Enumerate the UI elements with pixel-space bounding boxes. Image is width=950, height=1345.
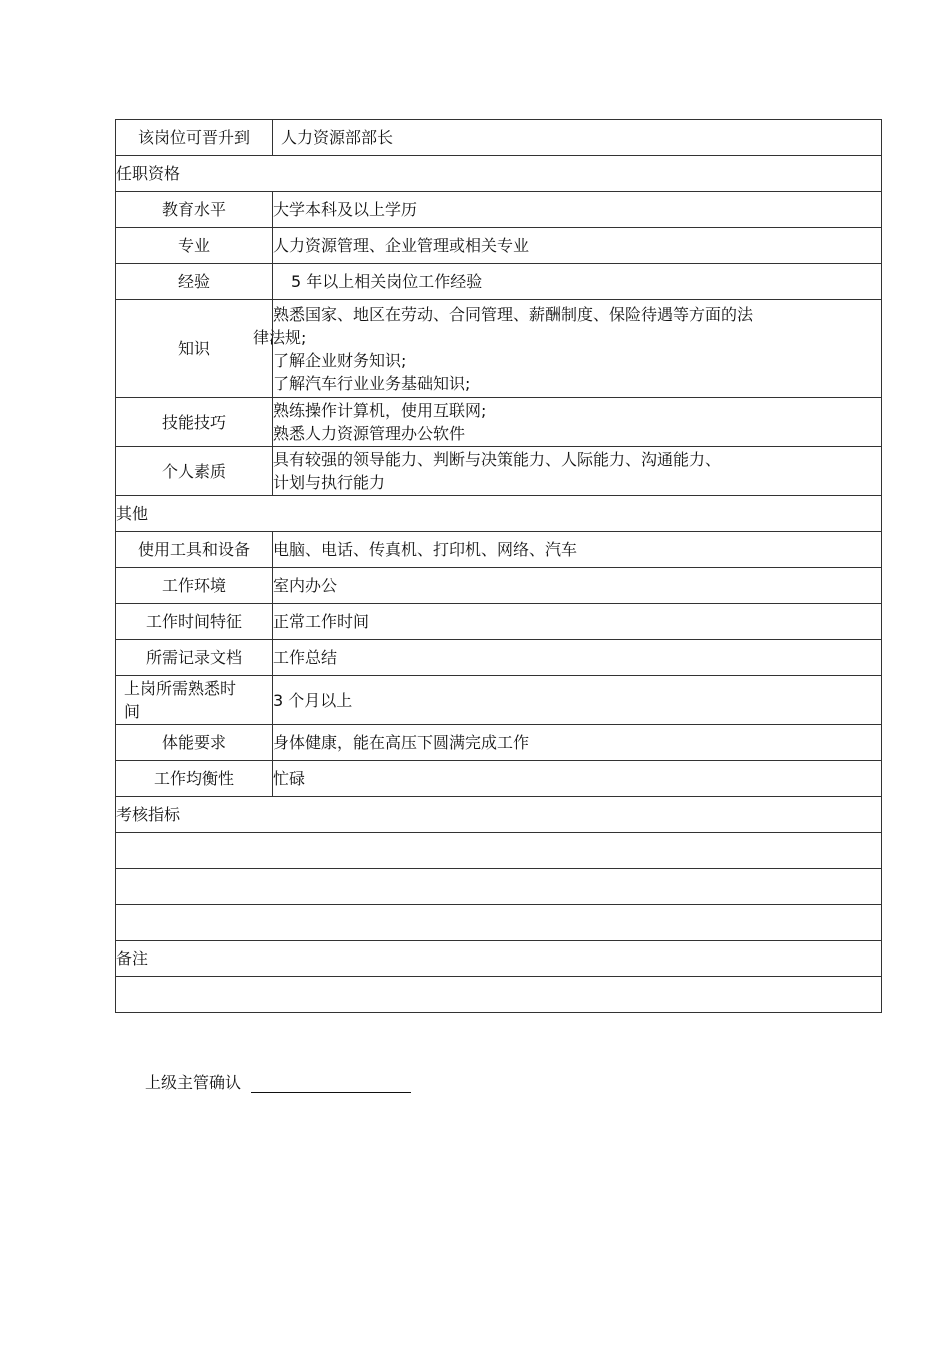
knowledge-label: 知识	[116, 300, 273, 398]
other-section-row	[116, 496, 882, 532]
notes-section-row	[116, 941, 882, 977]
education-value: 大学本科及以上学历	[273, 192, 882, 228]
skills-label: 技能技巧	[116, 398, 273, 447]
skills-row	[116, 398, 882, 447]
work-time-row	[116, 604, 882, 640]
familiarization-time-value: 3 个月以上	[273, 676, 882, 725]
notes-blank-cell[interactable]	[116, 977, 882, 1013]
tools-row	[116, 532, 882, 568]
kpi-blank-row	[116, 833, 882, 869]
kpi-blank-row	[116, 905, 882, 941]
kpi-blank-cell[interactable]	[116, 833, 882, 869]
kpi-section-title: 考核指标	[116, 797, 882, 833]
notes-blank-row	[116, 977, 882, 1013]
physical-value: 身体健康，能在高压下圆满完成工作	[273, 725, 882, 761]
familiarization-time-label	[116, 676, 273, 725]
notes-section-title: 备注	[116, 941, 882, 977]
supervisor-confirmation-label: 上级主管确认	[145, 1073, 242, 1092]
education-row	[116, 192, 882, 228]
skills-value	[273, 398, 882, 447]
familiarization-time-label-line: 上岗所需熟悉时	[124, 679, 237, 698]
knowledge-line: 了解企业财务知识;	[273, 350, 407, 370]
kpi-section-row	[116, 797, 882, 833]
knowledge-line: 熟悉国家、地区在劳动、合同管理、薪酬制度、保险待遇等方面的法	[273, 304, 754, 324]
skills-line: 熟练操作计算机，使用互联网;	[273, 401, 487, 420]
knowledge-row	[116, 300, 882, 398]
education-label: 教育水平	[116, 192, 273, 228]
kpi-blank-cell[interactable]	[116, 869, 882, 905]
other-section-title: 其他	[116, 496, 882, 532]
personal-qualities-label: 个人素质	[116, 447, 273, 496]
job-description-table	[115, 119, 882, 1013]
environment-row	[116, 568, 882, 604]
qualifications-section-title: 任职资格	[116, 156, 882, 192]
documents-value: 工作总结	[273, 640, 882, 676]
environment-value: 室内办公	[273, 568, 882, 604]
familiarization-time-label-line: 间	[124, 702, 141, 721]
personal-qualities-value	[273, 447, 882, 496]
work-time-label: 工作时间特征	[116, 604, 273, 640]
personal-qualities-line: 具有较强的领导能力、判断与决策能力、人际能力、沟通能力、	[273, 450, 722, 469]
major-label: 专业	[116, 228, 273, 264]
workload-balance-row	[116, 761, 882, 797]
skills-line: 熟悉人力资源管理办公软件	[273, 424, 466, 443]
qualifications-section-row	[116, 156, 882, 192]
experience-row	[116, 264, 882, 300]
documents-label: 所需记录文档	[116, 640, 273, 676]
tools-value: 电脑、电话、传真机、打印机、网络、汽车	[273, 532, 882, 568]
personal-qualities-line: 计划与执行能力	[273, 473, 386, 492]
knowledge-line: 律法规;	[253, 327, 307, 347]
familiarization-time-row	[116, 676, 882, 725]
experience-value: 5 年以上相关岗位工作经验	[273, 264, 882, 300]
promotion-value: 人力资源部部长	[273, 120, 882, 156]
kpi-blank-row	[116, 869, 882, 905]
promotion-label: 该岗位可晋升到	[116, 120, 273, 156]
supervisor-confirmation	[145, 1070, 411, 1093]
documents-row	[116, 640, 882, 676]
experience-label: 经验	[116, 264, 273, 300]
major-row	[116, 228, 882, 264]
work-time-value: 正常工作时间	[273, 604, 882, 640]
knowledge-value	[253, 300, 882, 398]
physical-label: 体能要求	[116, 725, 273, 761]
workload-balance-label: 工作均衡性	[116, 761, 273, 797]
major-value: 人力资源管理、企业管理或相关专业	[273, 228, 882, 264]
workload-balance-value: 忙碌	[273, 761, 882, 797]
personal-qualities-row	[116, 447, 882, 496]
signature-line[interactable]	[251, 1073, 411, 1093]
promotion-row	[116, 120, 882, 156]
physical-row	[116, 725, 882, 761]
knowledge-line: 了解汽车行业业务基础知识;	[273, 373, 471, 393]
kpi-blank-cell[interactable]	[116, 905, 882, 941]
environment-label: 工作环境	[116, 568, 273, 604]
tools-label: 使用工具和设备	[116, 532, 273, 568]
